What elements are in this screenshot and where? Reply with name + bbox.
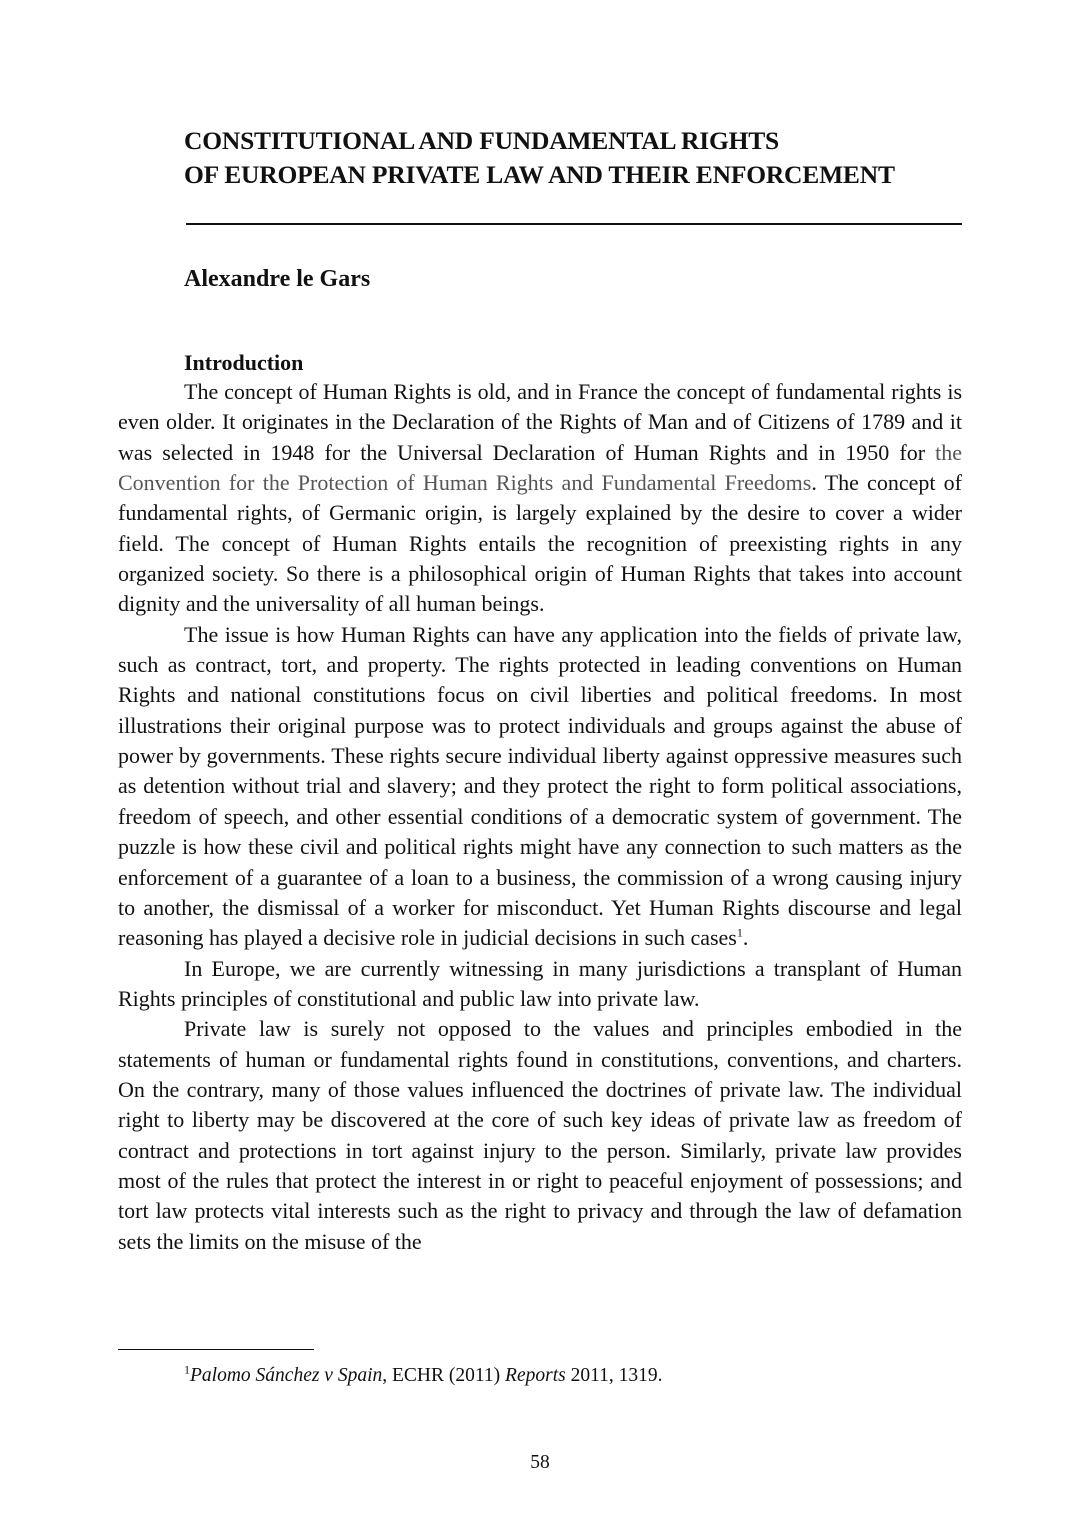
title-line-2: OF EUROPEAN PRIVATE LAW AND THEIR ENFORCEMENT xyxy=(184,160,895,189)
article-body xyxy=(118,377,962,1257)
paragraph-1 xyxy=(118,377,962,620)
article-title xyxy=(184,124,984,192)
paragraph-4: Private law is surely not opposed to the values and principles embodied in the statements of human or fundamental rights found in constitutions, conventions, and charters. On the contrary, many of those values influenced the doctrines of private law. The individual right to liberty may be discovered at the core of such key ideas of private law as freedom of contract and protections in tort against injury to the person. Similarly, private law provides most of the rules that protect the interest in or right to peaceful enjoyment of possessions; and tort law protects vital interests such as the right to privacy and through the law of defamation sets the limits on the misuse of the xyxy=(118,1016,962,1254)
footnote-case: Palomo Sánchez v Spain xyxy=(190,1365,383,1386)
paragraph-3: In Europe, we are currently witnessing in many jurisdictions a transplant of Human Rights principles of constitutional and public law into private law. xyxy=(118,955,962,1011)
footnote-divider xyxy=(118,1349,314,1350)
paragraph-2-text: The issue is how Human Rights can have any application into the fields of private law, such as contract, tort, and property. The rights protected in leading conventions on Human Rights and national constitutions focus on civil liberties and political freedoms. In most illustrations their original purpose was to protect individuals and groups against the abuse of power by governments. These rights secure individual liberty against oppressive measures such as detention without trial and slavery; and they protect the right to form political associations, freedom of speech, and other essential conditions of a democratic system of government. The puzzle is how these civil and political rights might have any connection to such matters as the enforcement of a guarantee of a loan to a business, the commission of a wrong causing injury to another, the dismissal of a worker for misconduct. Yet Human Rights discourse and legal reasoning has played a decisive role in judicial decisions in such cases xyxy=(118,621,962,951)
title-divider xyxy=(186,223,962,225)
footnote xyxy=(184,1363,944,1389)
title-line-1: CONSTITUTIONAL AND FUNDAMENTAL RIGHTS xyxy=(184,126,780,155)
paragraph-2-end: . xyxy=(742,925,749,951)
section-heading: Introduction xyxy=(184,350,304,375)
page-number: 58 xyxy=(530,1452,550,1473)
paragraph-2 xyxy=(118,620,962,954)
footnote-number: 1 xyxy=(184,1362,190,1377)
convention-name: the Convention for the Protection of Human Rights and Fundamental Freedoms xyxy=(118,439,962,496)
footnote-reference[interactable]: 1 xyxy=(736,925,743,940)
footnote-reports: Reports xyxy=(505,1365,566,1386)
footnote-court: , ECHR (2011) xyxy=(382,1365,506,1386)
paragraph-1-part-b: . The concept of fundamental rights, of Germanic origin, is largely explained by the desire to cover a wider field. The concept of Human Rights entails the recognition of preexisting rights in any organized society. So there is a philosophical origin of Human Rights that takes into account dignity and the universality of all human beings. xyxy=(118,470,962,617)
paragraph-1-part-a: The concept of Human Rights is old, and in France the concept of fundamental rights is even older. It originates in the Declaration of the Rights of Man and of Citizens of 1789 and it was selected in 1948 for the Universal Declaration of Human Rights and in 1950 for xyxy=(118,379,962,465)
footnote-cite: 2011, 1319. xyxy=(565,1365,663,1386)
author-name: Alexandre le Gars xyxy=(184,266,371,292)
